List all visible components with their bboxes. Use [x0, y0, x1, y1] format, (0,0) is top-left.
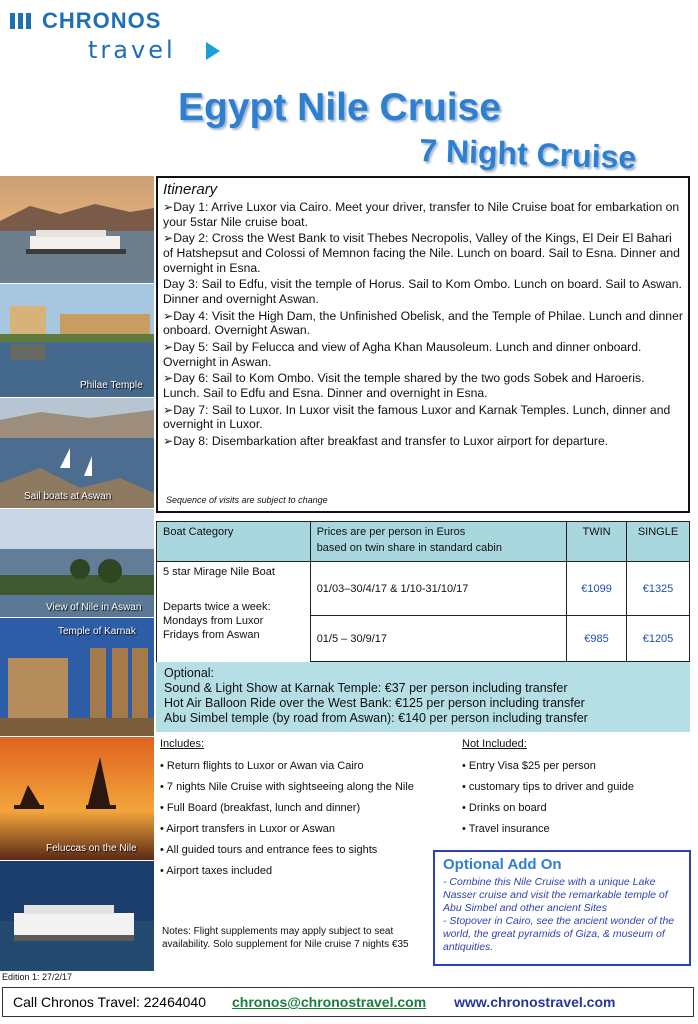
photo-sail-boats-aswan — [0, 398, 154, 508]
itinerary-heading: Itinerary — [163, 181, 218, 198]
includes-list — [160, 738, 430, 885]
itinerary-day-1: ➢Day 1: Arrive Luxor via Cairo. Meet your driver, transfer to Nile Cruise boat for embarkation on your 5star Nile cruise boat. — [163, 200, 680, 229]
photo-temple-of-karnak — [0, 618, 154, 736]
itinerary-day-7: ➢Day 7: Sail to Luxor. In Luxor visit the famous Luxor and Karnak Temples. Lunch, dinner and overnight in Luxor. — [163, 402, 671, 432]
list-item: • Full Board (breakfast, lunch and dinner) — [160, 802, 361, 814]
itinerary-day-2: ➢Day 2: Cross the West Bank to visit Thebes Necropolis, Valley of the Kings, El Deir El Bahari of Hatshepsut and Colossi of Memnon facing the Nile. Lunch on board. Sail to Esna. Dinner and overnight in Esna. — [163, 231, 680, 275]
optional-item: Abu Simbel temple (by road from Aswan): €140 per person including transfer — [164, 711, 588, 725]
list-item: • Travel insurance — [462, 823, 550, 835]
optional-item: Hot Air Balloon Ride over the West Bank: €125 per person including transfer — [164, 696, 585, 710]
page-subtitle: 7 Night Cruise — [418, 132, 637, 176]
addon-text-1: - Combine this Nile Cruise with a unique Lake Nasser cruise and visit the remarkable temple of Abu Simbel and other ancient Sites — [443, 876, 668, 914]
price-single: €1205 — [627, 616, 690, 662]
boat-name: 5 star Mirage Nile Boat — [163, 566, 275, 578]
phone-text: Call Chronos Travel: 22464040 — [13, 994, 207, 1010]
list-item: • 7 nights Nile Cruise with sightseeing along the Nile — [160, 781, 414, 793]
departs-aswan: Fridays from Aswan — [163, 629, 260, 641]
not-included-list — [462, 738, 682, 843]
itinerary-day-6: ➢Day 6: Sail to Kom Ombo. Visit the temple shared by the two gods Sobek and Haroeris. Lunch. Sail to Edfu and Esna. Dinner and overnight in Esna. — [163, 371, 645, 401]
optional-extras — [156, 662, 690, 732]
list-item: • Entry Visa $25 per person — [462, 760, 596, 772]
photo-view-of-nile-aswan — [0, 509, 154, 617]
addon-text-2: - Stopover in Cairo, see the ancient wonder of the world, the great pyramids of Giza, & museum of antiquities. — [443, 915, 675, 953]
photo-caption: Feluccas on the Nile — [46, 843, 137, 854]
boat-cell — [157, 562, 311, 662]
photo-caption: Philae Temple — [80, 380, 143, 391]
header-twin: TWIN — [567, 522, 627, 562]
price-twin: €1099 — [567, 562, 627, 616]
edition-text: Edition 1: 27/2/17 — [2, 972, 73, 982]
photo-caption: Sail boats at Aswan — [24, 491, 112, 502]
addon-title: Optional Add On — [443, 856, 562, 873]
itinerary-day-4: ➢Day 4: Visit the High Dam, the Unfinished Obelisk, and the Temple of Philae. Lunch and dinner onboard. Overnight Aswan. — [163, 308, 683, 338]
photo-feluccas-on-nile — [0, 737, 154, 860]
footer-contact-bar — [2, 987, 694, 1017]
itinerary-box — [156, 176, 690, 513]
table-row — [157, 562, 690, 616]
includes-title: Includes: — [160, 738, 205, 750]
optional-title: Optional: — [164, 666, 215, 680]
itinerary-day-3: Day 3: Sail to Edfu, visit the temple of Horus. Sail to Kom Ombo. Lunch on board. Sail to Aswan. Dinner and overnight Aswan. — [163, 277, 682, 306]
photo-philae-temple — [0, 284, 154, 397]
list-item: • Drinks on board — [462, 802, 547, 814]
website-link[interactable]: www.chronostravel.com — [454, 994, 616, 1010]
list-item: • customary tips to driver and guide — [462, 781, 634, 793]
itinerary-note: Sequence of visits are subject to change — [166, 495, 328, 505]
itinerary-day-8: ➢Day 8: Disembarkation after breakfast and transfer to Luxor airport for departure. — [163, 434, 609, 449]
photo-caption: View of Nile in Aswan — [46, 602, 142, 613]
logo-bars-icon — [10, 13, 31, 29]
photo-cruise-boat-nile — [0, 861, 154, 971]
logo-name: CHRONOS — [42, 8, 162, 33]
list-item: • Airport transfers in Luxor or Aswan — [160, 823, 336, 835]
list-item: • Return flights to Luxor or Awan via Cairo — [160, 760, 364, 772]
page-title: Egypt Nile Cruise — [178, 86, 501, 129]
logo-sub: travel — [88, 36, 176, 64]
price-table — [156, 521, 690, 662]
chronos-logo — [8, 8, 238, 66]
optional-add-on-box — [433, 850, 691, 966]
header-price-info — [310, 522, 566, 562]
departs-luxor: Mondays from Luxor — [163, 615, 264, 627]
header-info-line-2: based on twin share in standard cabin — [316, 542, 502, 554]
play-arrow-icon — [206, 42, 220, 60]
notes-text: Notes: Flight supplements may apply subject to seat availability. Solo supplement for Nile cruise 7 nights €35 — [162, 926, 409, 950]
table-header-row — [157, 522, 690, 562]
departs-text: Departs twice a week: — [163, 601, 271, 613]
photo-caption: Temple of Karnak — [58, 626, 136, 637]
list-item: • All guided tours and entrance fees to sights — [160, 844, 378, 856]
email-link[interactable]: chronos@chronostravel.com — [232, 994, 427, 1010]
header-single: SINGLE — [627, 522, 690, 562]
not-included-title: Not Included: — [462, 738, 527, 750]
itinerary-day-5: ➢Day 5: Sail by Felucca and view of Agha Khan Mausoleum. Lunch and dinner onboard. Overnight in Aswan. — [163, 340, 642, 369]
price-single: €1325 — [627, 562, 690, 616]
header-boat-category: Boat Category — [157, 522, 311, 562]
price-twin: €985 — [567, 616, 627, 662]
photo-nile-cruise-boat — [0, 176, 154, 283]
header-info-line-1: Prices are per person in Euros — [316, 526, 466, 538]
date-range: 01/5 – 30/9/17 — [310, 616, 566, 662]
list-item: • Airport taxes included — [160, 865, 273, 877]
date-range: 01/03–30/4/17 & 1/10-31/10/17 — [310, 562, 566, 616]
optional-item: Sound & Light Show at Karnak Temple: €37 per person including transfer — [164, 681, 568, 695]
